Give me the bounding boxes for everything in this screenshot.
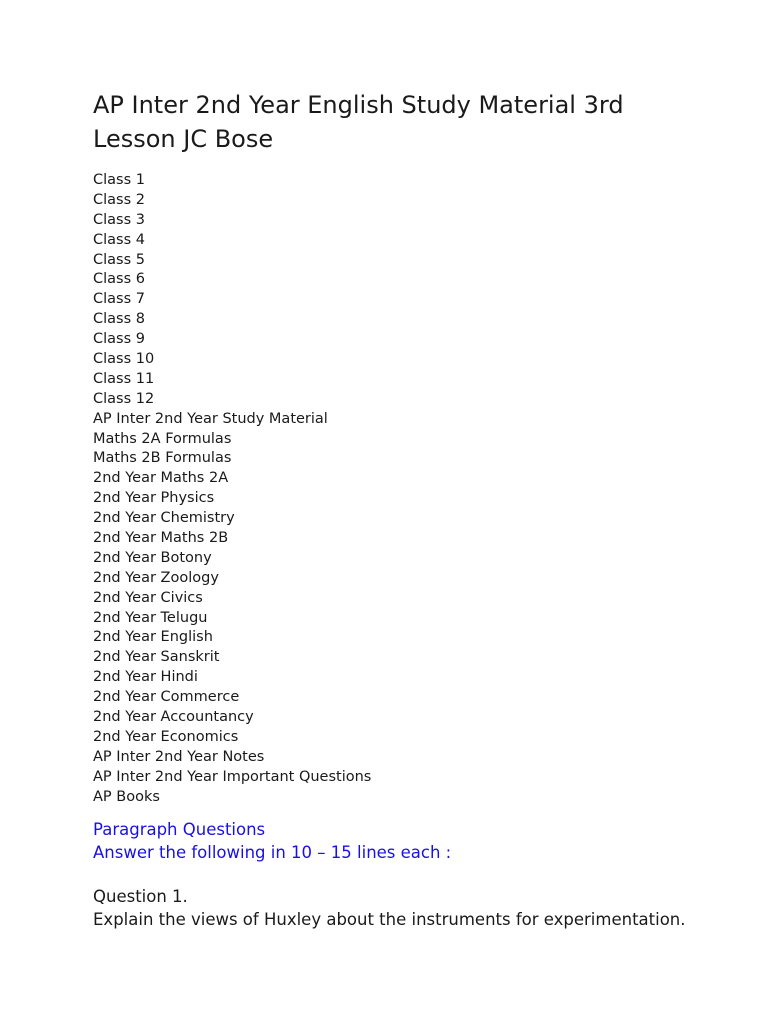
list-item[interactable]: Class 12	[93, 390, 155, 407]
list-item[interactable]: Class 1	[93, 172, 145, 188]
list-item[interactable]: 2nd Year Physics	[93, 490, 215, 507]
list-item[interactable]: Class 5	[93, 251, 145, 268]
list-item[interactable]: Maths 2B Formulas	[93, 450, 232, 467]
list-item[interactable]: 2nd Year English	[93, 629, 213, 646]
list-item[interactable]: AP Inter 2nd Year Notes	[93, 748, 265, 765]
list-item[interactable]: Class 10	[93, 351, 155, 368]
list-item[interactable]: Class 11	[93, 370, 155, 387]
page-title: AP Inter 2nd Year English Study Material 3rd Lesson JC Bose	[93, 91, 624, 153]
question-label: Question 1.	[93, 887, 188, 906]
list-item[interactable]: AP Inter 2nd Year Important Questions	[93, 768, 372, 785]
list-item[interactable]: 2nd Year Commerce	[93, 689, 240, 706]
list-item[interactable]: Class 8	[93, 311, 145, 328]
list-item[interactable]: 2nd Year Hindi	[93, 669, 198, 686]
list-item[interactable]: Class 4	[93, 231, 145, 248]
list-item[interactable]: Class 7	[93, 291, 145, 308]
list-item[interactable]: Maths 2A Formulas	[93, 430, 232, 447]
list-item[interactable]: 2nd Year Chemistry	[93, 510, 235, 527]
section-heading: Paragraph Questions	[93, 820, 266, 839]
list-item[interactable]: 2nd Year Maths 2B	[93, 530, 229, 547]
list-item[interactable]: 2nd Year Sanskrit	[93, 649, 220, 666]
list-item[interactable]: AP Inter 2nd Year Study Material	[93, 410, 328, 427]
section-instruction: Answer the following in 10 – 15 lines each :	[93, 843, 452, 862]
list-item[interactable]: 2nd Year Accountancy	[93, 709, 254, 726]
list-item[interactable]: Class 2	[93, 191, 145, 208]
list-item[interactable]: 2nd Year Maths 2A	[93, 470, 229, 487]
list-item[interactable]: Class 3	[93, 211, 145, 228]
list-item[interactable]: 2nd Year Zoology	[93, 569, 219, 586]
list-item[interactable]: 2nd Year Botony	[93, 549, 212, 566]
list-item[interactable]: Class 9	[93, 331, 145, 348]
list-item[interactable]: Class 6	[93, 271, 145, 288]
class-link-list	[93, 171, 371, 808]
list-item[interactable]: 2nd Year Economics	[93, 728, 239, 745]
list-item[interactable]: 2nd Year Civics	[93, 589, 203, 606]
list-item[interactable]: AP Books	[93, 788, 160, 805]
list-item[interactable]: 2nd Year Telugu	[93, 609, 208, 626]
question-text: Explain the views of Huxley about the instruments for experimentation.	[93, 910, 686, 929]
